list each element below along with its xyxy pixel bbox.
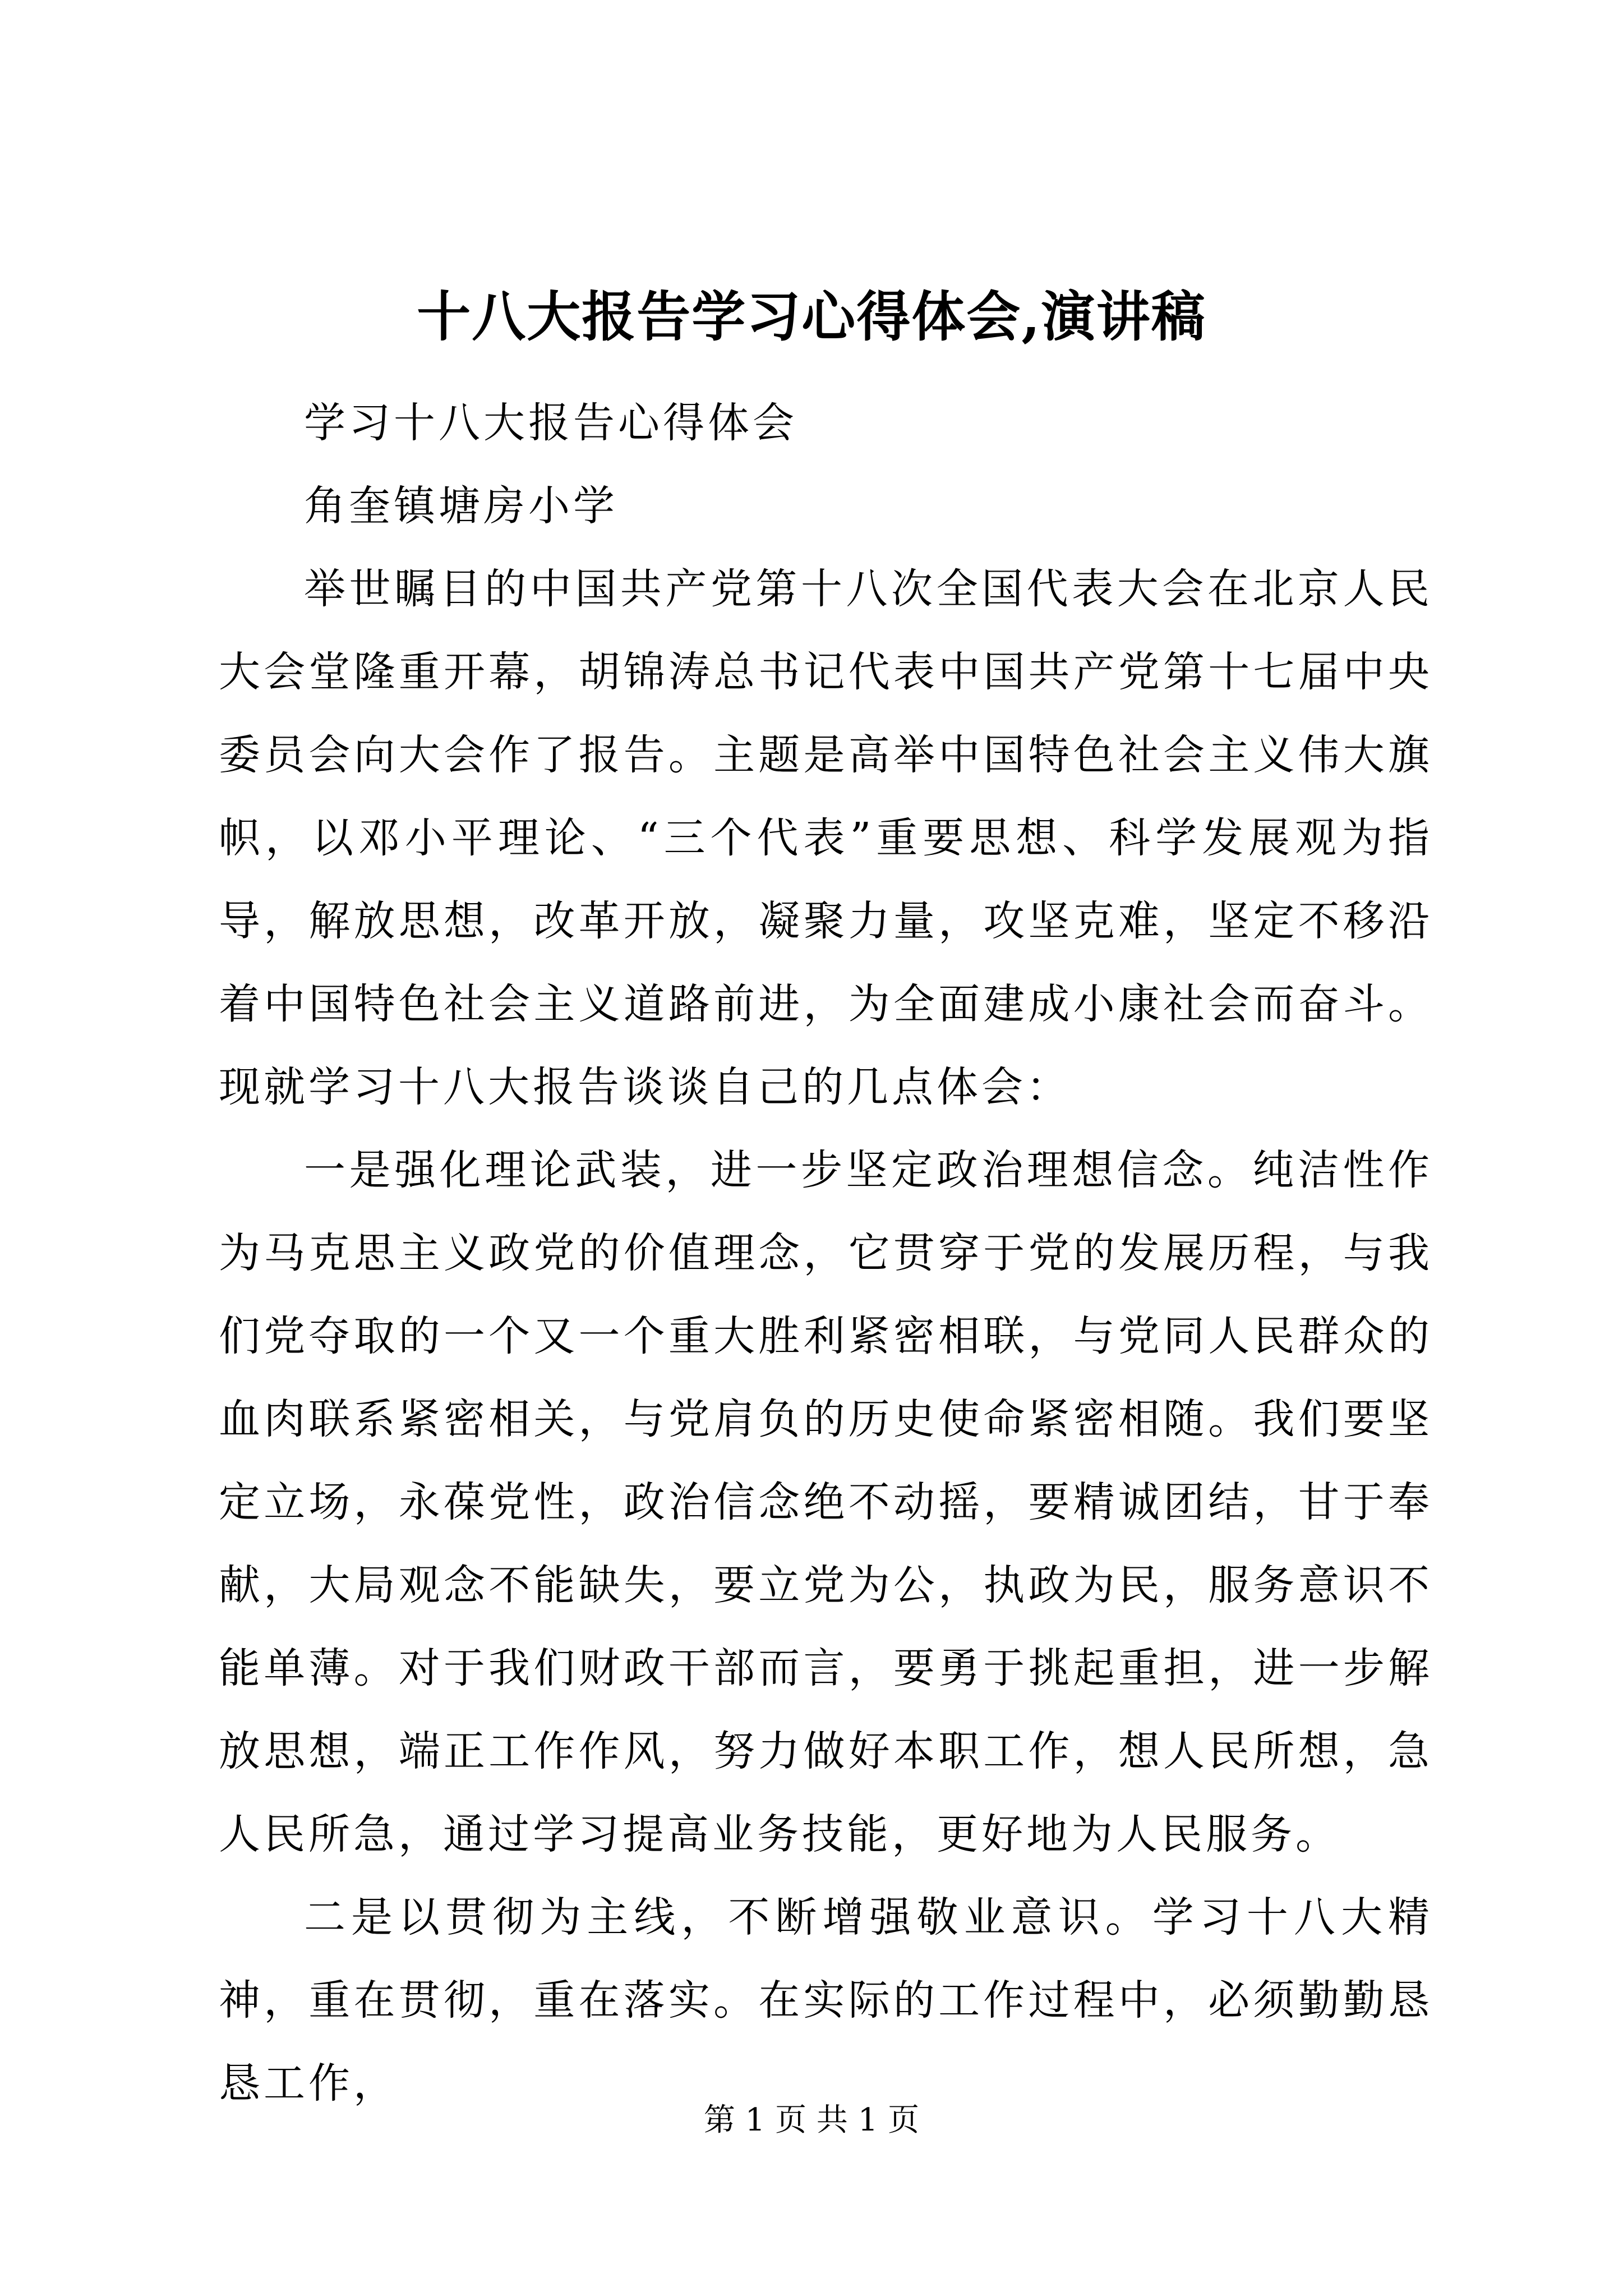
paragraph-subtitle: 学习十八大报告心得体会: [304, 399, 797, 447]
page-footer: 第 1 页 共 1 页: [703, 2102, 920, 2138]
paragraph-intro: 举世瞩目的中国共产党第十八次全国代表大会在北京人民大会堂隆重开幕，胡锦涛总书记代表中国共产党第十七届中央委员会向大会作了报告。主题是高举中国特色社会主义伟大旗帜，以邓小平理论、“三个代表”重要思想、科学发展观为指导，解放思想，改革开放，凝聚力量，攻坚克难，坚定不移沿着中国特色社会主义道路前进，为全面建成小康社会而奋斗。现就学习十八大报告谈谈自己的几点体会：: [219, 565, 1433, 1111]
paragraph-point-one: 一是强化理论武装，进一步坚定政治理想信念。纯洁性作为马克思主义政党的价值理念，它贯穿于党的发展历程，与我们党夺取的一个又一个重大胜利紧密相联，与党同人民群众的血肉联系紧密相关，与党肩负的历史使命紧密相随。我们要坚定立场，永葆党性，政治信念绝不动摇，要精诚团结，甘于奉献，大局观念不能缺失，要立党为公，执政为民，服务意识不能单薄。对于我们财政干部而言，要勇于挑起重担，进一步解放思想，端正工作作风，努力做好本职工作，想人民所想，急人民所急，通过学习提高业务技能，更好地为人民服务。: [219, 1146, 1433, 1858]
document-body: [219, 381, 1433, 2125]
paragraph-point-two: 二是以贯彻为主线，不断增强敬业意识。学习十八大精神，重在贯彻，重在落实。在实际的工作过程中，必须勤勤恳恳工作，: [219, 1893, 1433, 2108]
document-title: 十八大报告学习心得体会,演讲稿: [417, 285, 1206, 348]
paragraph-author: 角奎镇塘房小学: [304, 482, 618, 530]
